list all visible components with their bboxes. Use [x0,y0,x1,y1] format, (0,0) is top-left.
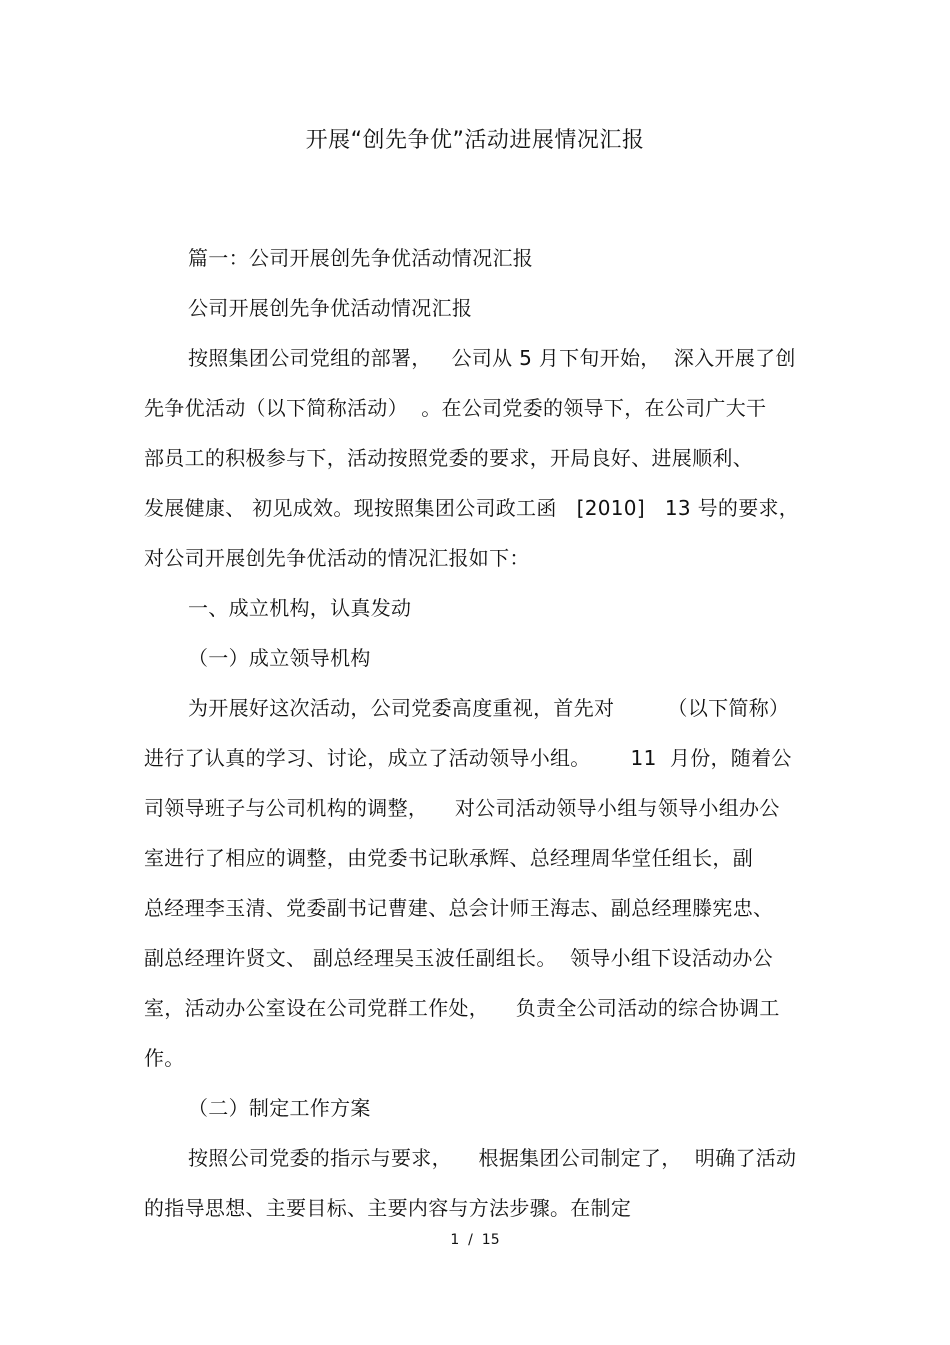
section-heading: 一、成立机构，认真发动 [188,596,412,620]
subtitle-line: 公司开展创先争优活动情况汇报 [188,296,473,320]
paragraph-line: 按照集团公司党组的部署， 公司从 5 月下旬开始， 深入开展了创 [188,346,796,370]
page-number-indicator: 1 / 15 [450,1232,500,1248]
paragraph-line: 发展健康、 初见成效。现按照集团公司政工函 [2010] 13 号的要求， [144,496,800,520]
paragraph-line: 按照公司党委的指示与要求， 根据集团公司制定了， 明确了活动 [188,1146,797,1170]
paragraph-line: 的指导思想、主要目标、主要内容与方法步骤。在制定 [144,1196,632,1220]
subsection-heading: （一）成立领导机构 [188,646,371,670]
paragraph-line: 部员工的积极参与下，活动按照党委的要求，开局良好、进展顺利、 [144,446,753,470]
paragraph-line: 为开展好这次活动，公司党委高度重视，首先对 （以下简称） [188,696,790,720]
paragraph-line: 室，活动办公室设在公司党群工作处， 负责全公司活动的综合协调工 [144,996,780,1020]
paragraph-line: 作。 [144,1046,185,1070]
paragraph-line: 副总经理许贤文、 副总经理吴玉波任副组长。 领导小组下设活动办公 [144,946,773,970]
paragraph-line: 进行了认真的学习、讨论，成立了活动领导小组。 11 月份，随着公 [144,746,792,770]
paragraph-line: 司领导班子与公司机构的调整， 对公司活动领导小组与领导小组办公 [144,796,780,820]
subsection-heading: （二）制定工作方案 [188,1096,371,1120]
paragraph-line: 总经理李玉清、党委副书记曹建、总会计师王海志、副总经理滕宪忠、 [144,896,774,920]
paragraph-line: 先争优活动（以下简称活动） 。在公司党委的领导下，在公司广大干 [144,396,767,420]
paragraph-line: 室进行了相应的调整，由党委书记耿承辉、总经理周华堂任组长，副 [144,846,753,870]
document-title: 开展“创先争优”活动进展情况汇报 [305,128,645,153]
paragraph-line: 对公司开展创先争优活动的情况汇报如下： [144,546,530,570]
section-heading-pian-yi: 篇一：公司开展创先争优活动情况汇报 [188,246,534,270]
